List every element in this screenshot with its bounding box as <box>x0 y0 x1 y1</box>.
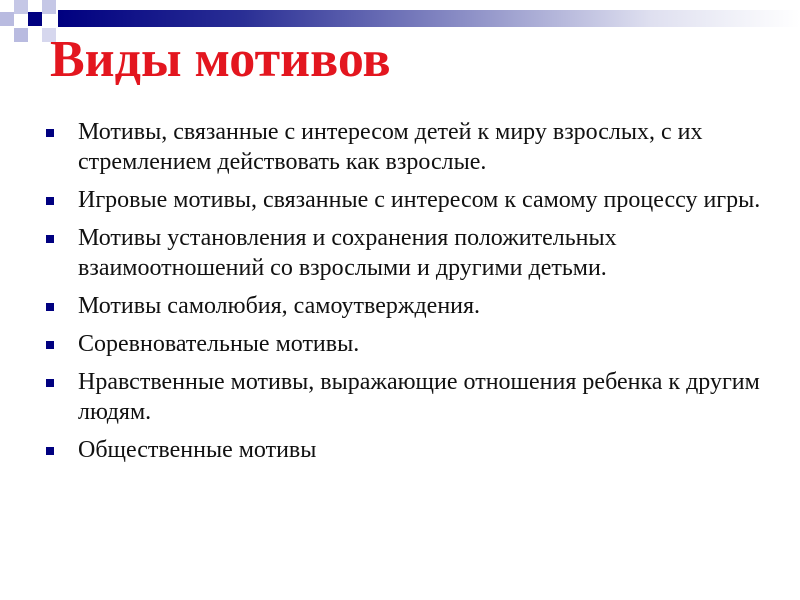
square-bullet-icon <box>46 379 54 387</box>
deco-square-4 <box>28 12 42 26</box>
bullet-list <box>46 117 766 473</box>
square-bullet-icon <box>46 341 54 349</box>
list-item <box>46 329 766 359</box>
deco-square-1 <box>14 0 28 14</box>
list-item-text: Мотивы, связанные с интересом детей к миру взрослых, с их стремлением действовать как взрослые. <box>78 119 703 175</box>
list-item-text: Нравственные мотивы, выражающие отношения ребенка к другим людям. <box>78 369 760 425</box>
list-item <box>46 435 766 465</box>
square-bullet-icon <box>46 129 54 137</box>
list-item-text: Общественные мотивы <box>78 437 317 463</box>
list-item-text: Соревновательные мотивы. <box>78 331 360 357</box>
square-bullet-icon <box>46 197 54 205</box>
slide-title: Виды мотивов <box>50 31 391 88</box>
deco-square-2 <box>42 0 56 14</box>
list-item-text: Игровые мотивы, связанные с интересом к самому процессу игры. <box>78 187 761 213</box>
list-item-text: Мотивы самолюбия, самоутверждения. <box>78 293 481 319</box>
list-item <box>46 117 766 177</box>
deco-square-3 <box>0 12 14 26</box>
list-item <box>46 185 766 215</box>
list-item <box>46 291 766 321</box>
square-bullet-icon <box>46 303 54 311</box>
square-bullet-icon <box>46 447 54 455</box>
deco-square-5 <box>14 28 28 42</box>
list-item-text: Мотивы установления и сохранения положительных взаимоотношений со взрослыми и другими детьми. <box>78 225 617 281</box>
list-item <box>46 223 766 283</box>
list-item <box>46 367 766 427</box>
square-bullet-icon <box>46 235 54 243</box>
